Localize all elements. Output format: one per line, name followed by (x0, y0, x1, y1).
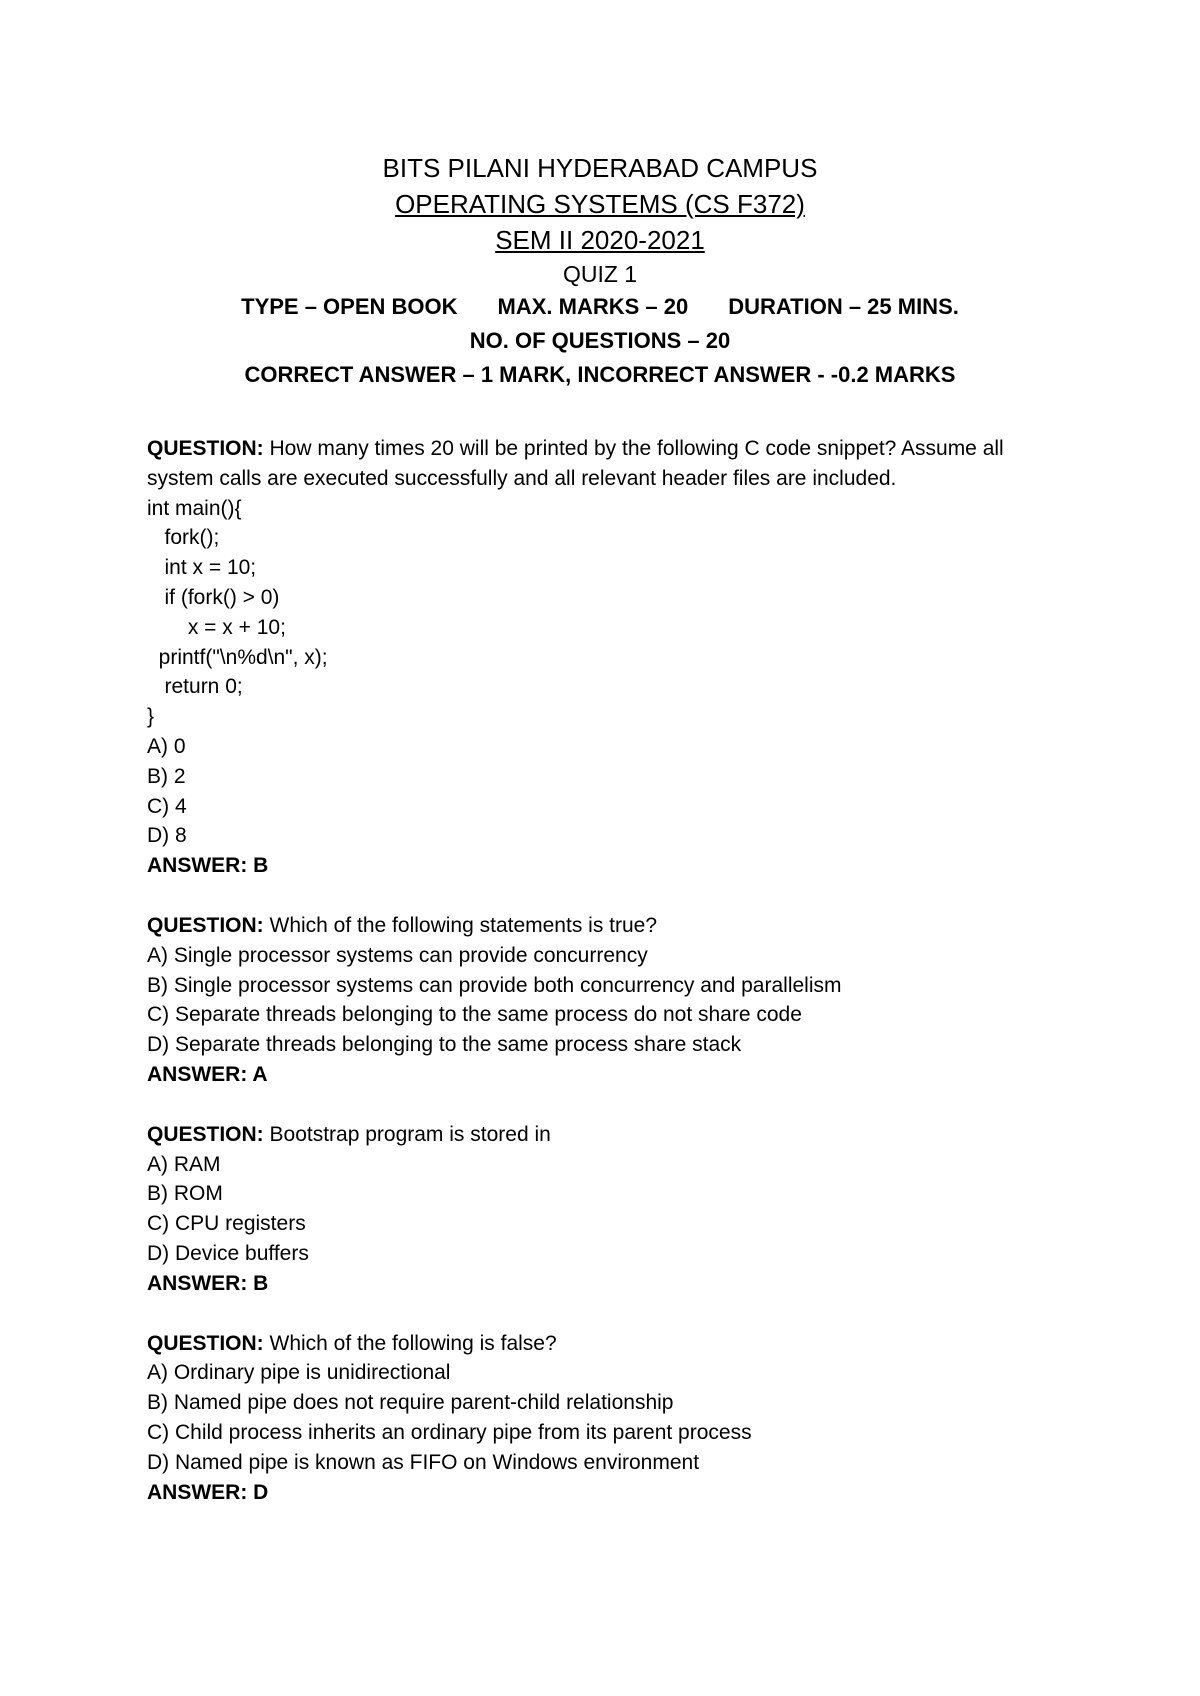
quiz-duration: DURATION – 25 MINS. (728, 294, 959, 319)
answer: ANSWER: B (147, 854, 269, 878)
question-text-continued: system calls are executed successfully and all relevant header files are included. (147, 466, 897, 490)
answer: ANSWER: B (147, 1271, 269, 1295)
option-b: B) ROM (147, 1182, 223, 1206)
option-b: B) Single processor systems can provide both concurrency and parallelism (147, 973, 842, 997)
question-label: QUESTION: (147, 437, 264, 460)
option-d: D) Device buffers (147, 1241, 309, 1265)
question-text: Which of the following statements is true? (263, 913, 658, 937)
option-b: B) Named pipe does not require parent-child relationship (147, 1391, 674, 1415)
question-1 (147, 434, 1077, 881)
option-c: C) CPU registers (147, 1212, 306, 1236)
questions-list (147, 434, 1077, 1537)
question-text: Bootstrap program is stored in (263, 1122, 551, 1146)
option-b: B) 2 (147, 764, 186, 788)
institution-name: BITS PILANI HYDERABAD CAMPUS (382, 153, 818, 183)
quiz-marking-scheme: CORRECT ANSWER – 1 MARK, INCORRECT ANSWER - -0.2 MARKS (244, 362, 956, 387)
quiz-meta-row (0, 290, 1200, 324)
option-c: C) Child process inherits an ordinary pipe from its parent process (147, 1420, 752, 1444)
option-d: D) Separate threads belonging to the same process share stack (147, 1033, 742, 1057)
question-label: QUESTION: (147, 913, 264, 937)
code-line: int main(){ (147, 496, 242, 520)
quiz-header (0, 150, 1200, 392)
question-3 (147, 1120, 1077, 1299)
course-title: OPERATING SYSTEMS (CS F372) (395, 189, 805, 219)
question-2 (147, 911, 1077, 1090)
option-a: A) Ordinary pipe is unidirectional (147, 1361, 451, 1385)
code-line: if (fork() > 0) (147, 585, 280, 609)
quiz-max-marks: MAX. MARKS – 20 (497, 294, 689, 319)
code-line: fork(); (147, 526, 220, 550)
answer: ANSWER: D (147, 1480, 269, 1504)
code-line: int x = 10; (147, 556, 257, 580)
option-a: A) Single processor systems can provide concurrency (147, 943, 648, 967)
quiz-type: TYPE – OPEN BOOK (241, 294, 458, 319)
code-line: printf("\n%d\n", x); (147, 645, 328, 669)
question-label: QUESTION: (147, 1331, 264, 1355)
semester-title: SEM II 2020-2021 (495, 225, 705, 255)
option-a: A) 0 (147, 734, 186, 758)
question-label: QUESTION: (147, 1122, 264, 1146)
question-text: Which of the following is false? (263, 1331, 557, 1355)
option-a: A) RAM (147, 1152, 221, 1176)
code-line: } (147, 705, 155, 729)
code-line: x = x + 10; (147, 615, 286, 639)
question-text: How many times 20 will be printed by the following C code snippet? Assume all (263, 437, 1004, 460)
option-d: D) Named pipe is known as FIFO on Windows environment (147, 1450, 700, 1474)
quiz-title: QUIZ 1 (562, 261, 638, 287)
question-4 (147, 1329, 1077, 1508)
quiz-num-questions: NO. OF QUESTIONS – 20 (469, 328, 731, 353)
option-c: C) 4 (147, 794, 187, 818)
code-line: return 0; (147, 675, 243, 699)
option-d: D) 8 (147, 824, 187, 848)
code-snippet (147, 494, 1077, 732)
option-c: C) Separate threads belonging to the same process do not share code (147, 1003, 802, 1027)
answer: ANSWER: A (147, 1062, 268, 1086)
